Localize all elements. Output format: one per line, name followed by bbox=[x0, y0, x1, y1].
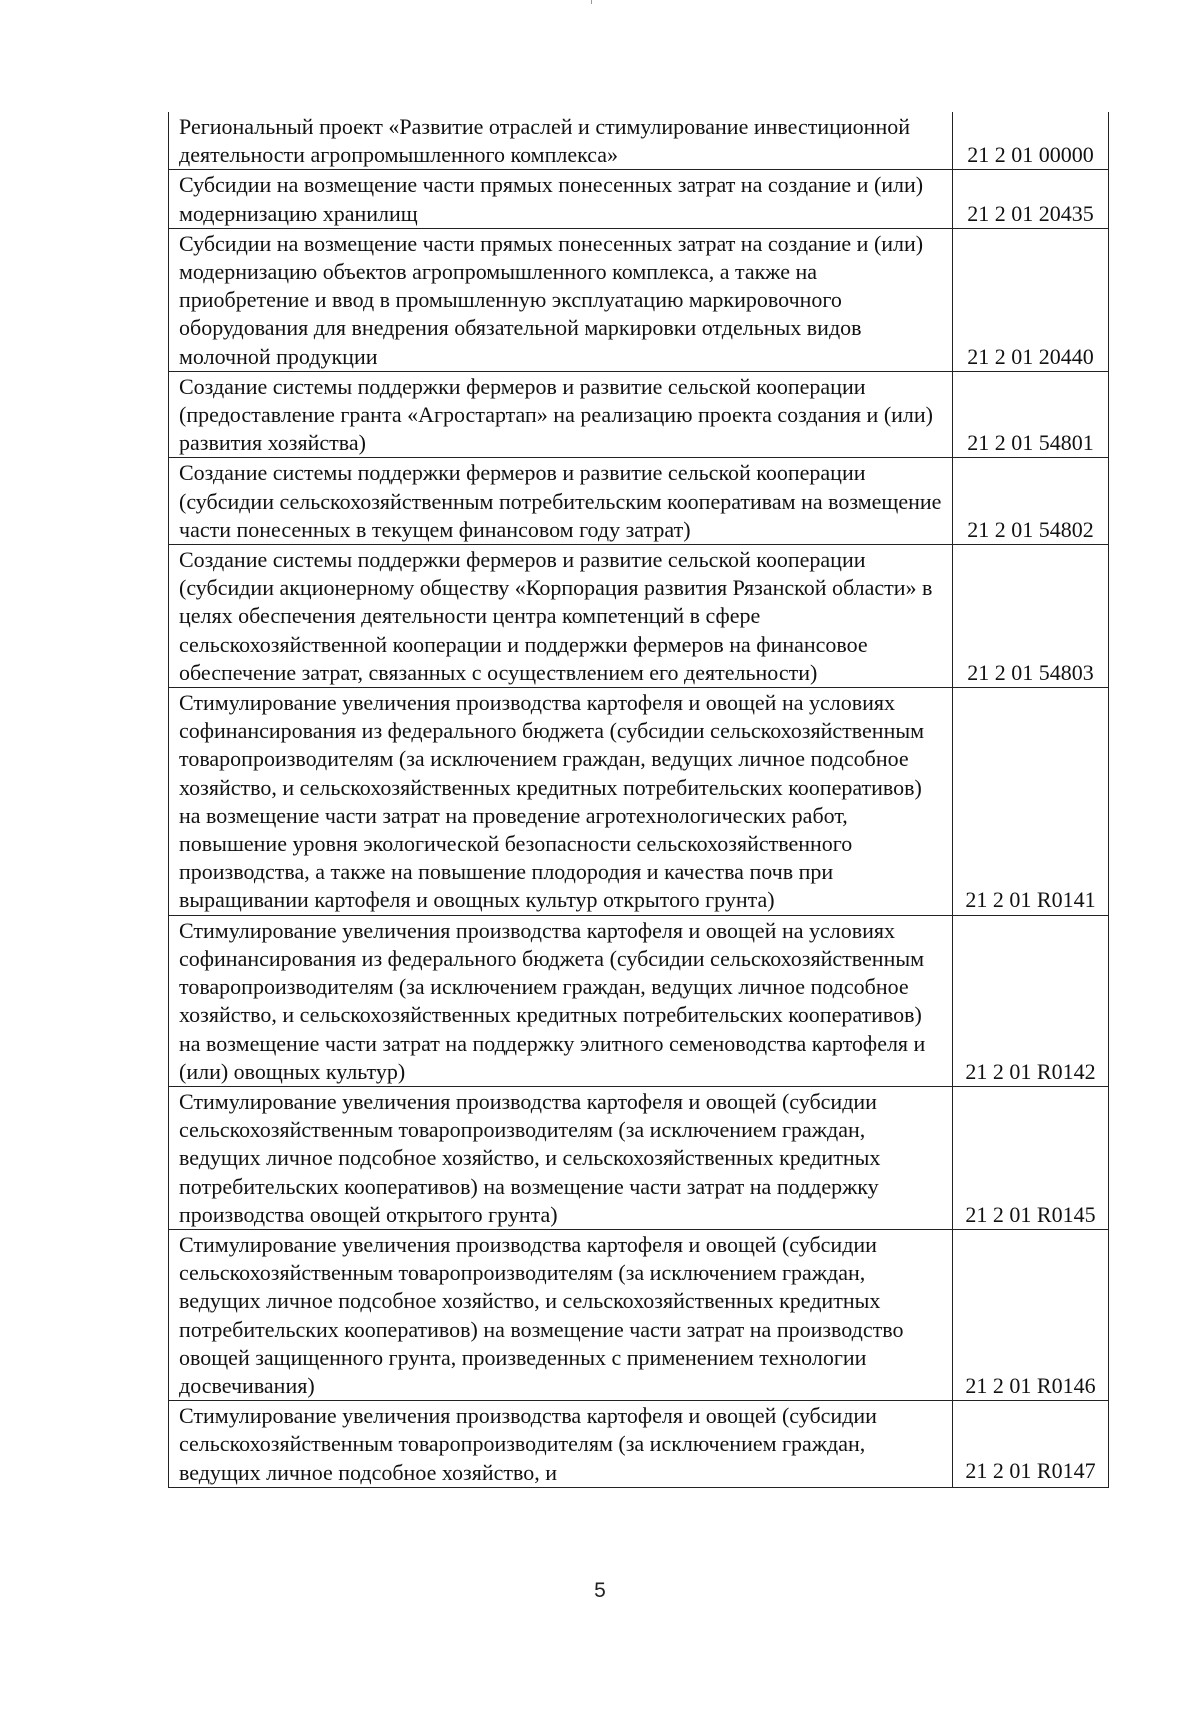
table-row bbox=[169, 1229, 1109, 1400]
scan-mark bbox=[591, 0, 592, 4]
table-row bbox=[169, 1086, 1109, 1229]
page-number: 5 bbox=[594, 1579, 606, 1602]
item-name: Создание системы поддержки фермеров и развитие сельской кооперации (субсидии акционерному обществу «Корпорация развития Рязанской области» в целях обеспечения деятельности центра компетенций в сфере сельскохозяйственной кооперации и поддержки фермеров на финансовое обеспечение затрат, связанных с осуществлением его деятельности) bbox=[169, 545, 953, 688]
item-code: 21 2 01 R0146 bbox=[953, 1229, 1109, 1400]
item-code: 21 2 01 00000 bbox=[953, 112, 1109, 170]
table-row bbox=[169, 458, 1109, 545]
item-name: Стимулирование увеличения производства картофеля и овощей на условиях софинансирования из федерального бюджета (субсидии сельскохозяйственным товаропроизводителям (за исключением граждан, ведущих личное подсобное хозяйство, и сельскохозяйственных кредитных потребительских кооперативов) на возмещение части затрат на поддержку элитного семеноводства картофеля и (или) овощных культур) bbox=[169, 915, 953, 1086]
table-row bbox=[169, 545, 1109, 688]
item-name: Создание системы поддержки фермеров и развитие сельской кооперации (субсидии сельскохозяйственным потребительским кооперативам на возмещение части понесенных в текущем финансовом году затрат) bbox=[169, 458, 953, 545]
item-name: Стимулирование увеличения производства картофеля и овощей (субсидии сельскохозяйственным товаропроизводителям (за исключением граждан, ведущих личное подсобное хозяйство, и сельскохозяйственных кредитных потребительских кооперативов) на возмещение части затрат на поддержку производства овощей открытого грунта) bbox=[169, 1086, 953, 1229]
item-name: Создание системы поддержки фермеров и развитие сельской кооперации (предоставление гранта «Агростартап» на реализацию проекта создания и (или) развития хозяйства) bbox=[169, 371, 953, 458]
item-name: Субсидии на возмещение части прямых понесенных затрат на создание и (или) модернизацию объектов агропромышленного комплекса, а также на приобретение и ввод в промышленную эксплуатацию маркировочного оборудования для внедрения обязательной маркировки отдельных видов молочной продукции bbox=[169, 228, 953, 371]
item-code: 21 2 01 20435 bbox=[953, 170, 1109, 228]
item-name: Стимулирование увеличения производства картофеля и овощей (субсидии сельскохозяйственным товаропроизводителям (за исключением граждан, ведущих личное подсобное хозяйство, и bbox=[169, 1401, 953, 1488]
item-name: Региональный проект «Развитие отраслей и стимулирование инвестиционной деятельности агропромышленного комплекса» bbox=[169, 112, 953, 170]
budget-classification-table bbox=[168, 112, 1109, 1488]
table-row bbox=[169, 1401, 1109, 1488]
item-code: 21 2 01 R0141 bbox=[953, 688, 1109, 916]
table-row bbox=[169, 915, 1109, 1086]
item-code: 21 2 01 54801 bbox=[953, 371, 1109, 458]
item-code: 21 2 01 R0145 bbox=[953, 1086, 1109, 1229]
table-row bbox=[169, 170, 1109, 228]
item-code: 21 2 01 54802 bbox=[953, 458, 1109, 545]
table-row bbox=[169, 112, 1109, 170]
item-code: 21 2 01 R0147 bbox=[953, 1401, 1109, 1488]
item-name: Стимулирование увеличения производства картофеля и овощей (субсидии сельскохозяйственным товаропроизводителям (за исключением граждан, ведущих личное подсобное хозяйство, и сельскохозяйственных кредитных потребительских кооперативов) на возмещение части затрат на производство овощей защищенного грунта, произведенных с применением технологии досвечивания) bbox=[169, 1229, 953, 1400]
item-code: 21 2 01 R0142 bbox=[953, 915, 1109, 1086]
item-name: Субсидии на возмещение части прямых понесенных затрат на создание и (или) модернизацию хранилищ bbox=[169, 170, 953, 228]
item-code: 21 2 01 20440 bbox=[953, 228, 1109, 371]
item-name: Стимулирование увеличения производства картофеля и овощей на условиях софинансирования из федерального бюджета (субсидии сельскохозяйственным товаропроизводителям (за исключением граждан, ведущих личное подсобное хозяйство, и сельскохозяйственных кредитных потребительских кооперативов) на возмещение части затрат на проведение агротехнологических работ, повышение уровня экологической безопасности сельскохозяйственного производства, а также на повышение плодородия и качества почв при выращивании картофеля и овощных культур открытого грунта) bbox=[169, 688, 953, 916]
table-row bbox=[169, 371, 1109, 458]
table-row bbox=[169, 688, 1109, 916]
table-row bbox=[169, 228, 1109, 371]
item-code: 21 2 01 54803 bbox=[953, 545, 1109, 688]
